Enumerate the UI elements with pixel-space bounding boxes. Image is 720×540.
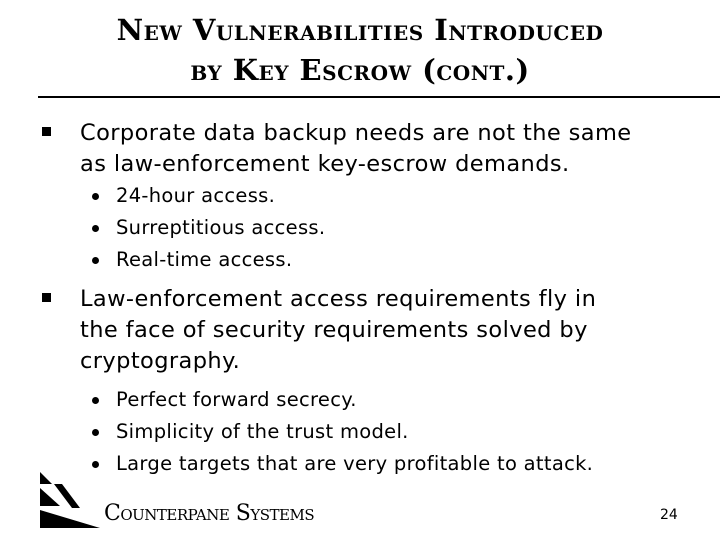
bullet-text: [80, 118, 700, 180]
sub-bullet-list: [92, 384, 692, 480]
title-line-2: by Key Escrow (cont.): [190, 53, 530, 87]
bullet-line: the face of security requirements solved by: [80, 317, 588, 343]
bullet-line: Law-enforcement access requirements fly in: [80, 286, 597, 312]
bullet-text: [80, 284, 700, 377]
bullet-line: cryptography.: [80, 348, 241, 374]
round-bullet-icon: [92, 257, 99, 264]
round-bullet-icon: [92, 429, 99, 436]
sub-bullet-text: 24-hour access.: [116, 184, 276, 207]
sub-bullet-item: [92, 212, 692, 244]
slide-title: [0, 10, 720, 90]
sub-bullet-text: Surreptitious access.: [116, 216, 326, 239]
bullet-line: as law-enforcement key-escrow demands.: [80, 151, 570, 177]
round-bullet-icon: [92, 225, 99, 232]
sub-bullet-item: [92, 244, 692, 276]
sub-bullet-text: Large targets that are very profitable to attack.: [116, 452, 594, 475]
sub-bullet-item: [92, 416, 692, 448]
square-bullet-icon: [42, 127, 51, 136]
counterpane-logo-icon: [38, 470, 100, 530]
square-bullet-icon: [42, 293, 51, 302]
sub-bullet-text: Real-time access.: [116, 248, 293, 271]
bullet-line: Corporate data backup needs are not the same: [80, 120, 632, 146]
title-divider: [38, 96, 720, 98]
sub-bullet-text: Simplicity of the trust model.: [116, 420, 409, 443]
title-line-1: New Vulnerabilities Introduced: [116, 13, 604, 47]
company-name: Counterpane Systems: [104, 501, 315, 526]
sub-bullet-item: [92, 180, 692, 212]
page-number: 24: [660, 507, 678, 523]
sub-bullet-item: [92, 448, 692, 480]
round-bullet-icon: [92, 193, 99, 200]
sub-bullet-item: [92, 384, 692, 416]
round-bullet-icon: [92, 461, 99, 468]
round-bullet-icon: [92, 397, 99, 404]
sub-bullet-list: [92, 180, 692, 276]
sub-bullet-text: Perfect forward secrecy.: [116, 388, 357, 411]
